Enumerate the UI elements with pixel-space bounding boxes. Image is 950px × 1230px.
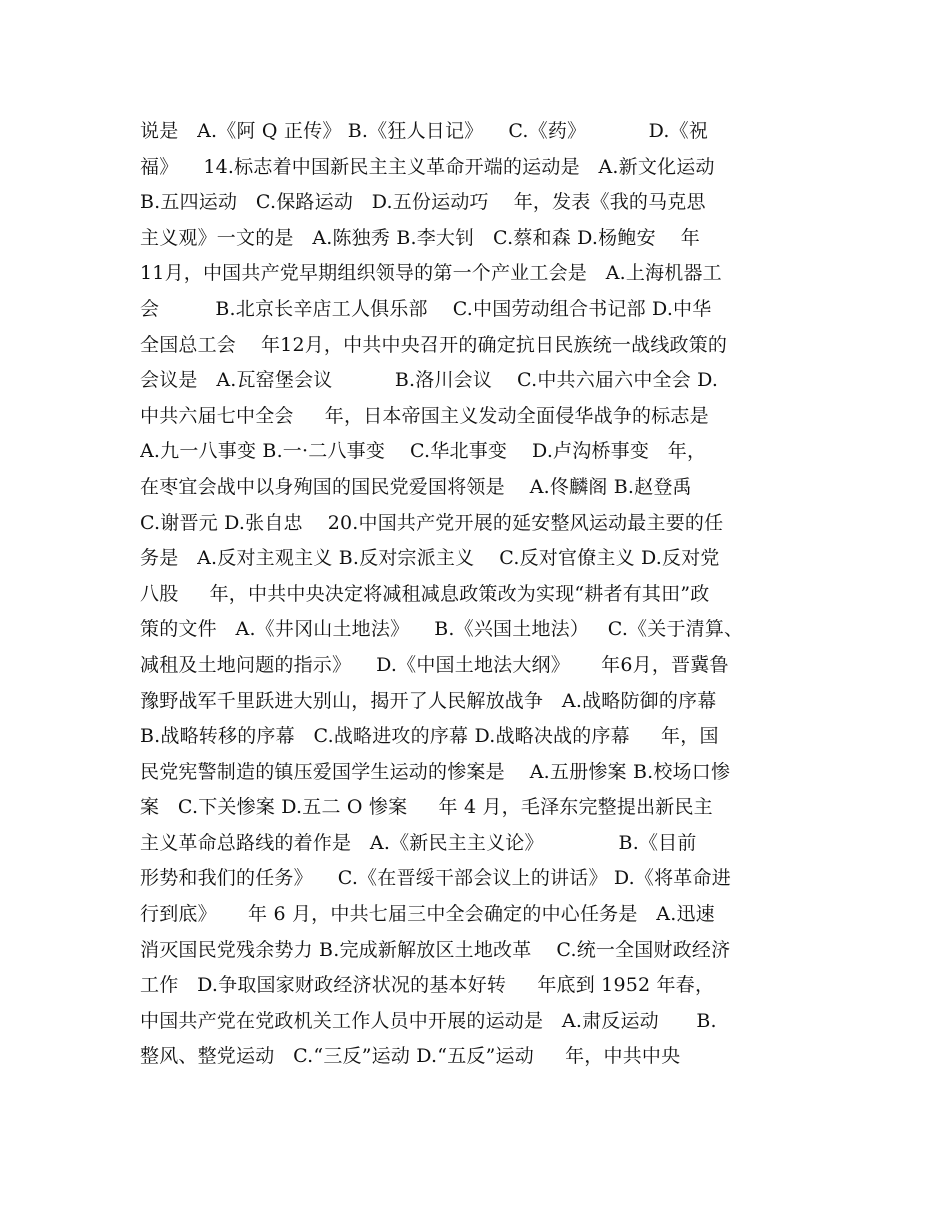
text-line: 11月，中国共产党早期组织领导的第一个产业工会是 A.上海机器工 xyxy=(140,262,722,285)
text-line: 工作 D.争取国家财政经济状况的基本好转 年底到 1952 年春， xyxy=(140,974,715,997)
document-body xyxy=(140,114,820,1075)
text-line: 会议是 A.瓦窑堡会议 B.洛川会议 C.中共六届六中全会 D. xyxy=(140,369,719,392)
text-line: 主义观》一文的是 A.陈独秀 B.李大钊 C.蔡和森 D.杨鲍安 年 xyxy=(140,226,700,249)
text-line: 主义革命总路线的着作是 A.《新民主主义论》 B.《目前 xyxy=(140,831,697,854)
text-line: 在枣宜会战中以身殉国的国民党爱国将领是 A.佟麟阁 B.赵登禹 xyxy=(140,475,692,498)
text-line: 行到底》 年 6 月，中共七届三中全会确定的中心任务是 A.迅速 xyxy=(140,903,715,926)
text-line: 全国总工会 年12月，中共中央召开的确定抗日民族统一战线政策的 xyxy=(140,333,728,356)
text-line: 务是 A.反对主观主义 B.反对宗派主义 C.反对官僚主义 D.反对党 xyxy=(140,547,720,570)
text-line: 案 C.下关惨案 D.五二 O 惨案 年 4 月，毛泽东完整提出新民主 xyxy=(140,796,713,819)
text-line: 消灭国民党残余势力 B.完成新解放区土地改革 C.统一全国财政经济 xyxy=(140,938,731,961)
text-line: 说是 A.《阿 Q 正传》 B.《狂人日记》 C.《药》 D.《祝 xyxy=(140,120,709,142)
text-line: 中共六届七中全会 年，日本帝国主义发动全面侵华战争的标志是 xyxy=(140,404,709,427)
text-line: 八股 年，中共中央决定将减租减息政策改为实现“耕者有其田”政 xyxy=(140,582,710,605)
text-line: B.五四运动 C.保路运动 D.五份运动巧 年，发表《我的马克思 xyxy=(140,191,706,214)
text-line: 民党宪警制造的镇压爱国学生运动的惨案是 A.五册惨案 B.校场口惨 xyxy=(140,760,731,783)
text-line: B.战略转移的序幕 C.战略进攻的序幕 D.战略决战的序幕 年，国 xyxy=(140,725,719,748)
text-line: 会 B.北京长辛店工人俱乐部 C.中国劳动组合书记部 D.中华 xyxy=(140,297,712,320)
text-line: C.谢晋元 D.张自忠 20.中国共产党开展的延安整风运动最主要的任 xyxy=(140,511,724,534)
text-line: 福》 14.标志着中国新民主主义革命开端的运动是 A.新文化运动 xyxy=(140,155,715,178)
text-line: 形势和我们的任务》 C.《在晋绥干部会议上的讲话》 D.《将革命进 xyxy=(140,867,731,890)
text-line: A.九一八事变 B.一·二八事变 C.华北事变 D.卢沟桥事变 年， xyxy=(140,440,707,463)
text-line: 豫野战军千里跃进大别山，揭开了人民解放战争 A.战略防御的序幕 xyxy=(140,689,717,712)
text-line: 整风、整党运动 C.“三反”运动 D.“五反”运动 年，中共中央 xyxy=(140,1045,681,1068)
text-line: 策的文件 A.《井冈山土地法》 B.《兴国土地法） C.《关于清算、 xyxy=(140,618,744,641)
text-line: 减租及土地问题的指示》 D.《中国土地法大纲》 年6月，晋冀鲁 xyxy=(140,653,729,676)
text-line: 中国共产党在党政机关工作人员中开展的运动是 A.肃反运动 B. xyxy=(140,1009,717,1032)
